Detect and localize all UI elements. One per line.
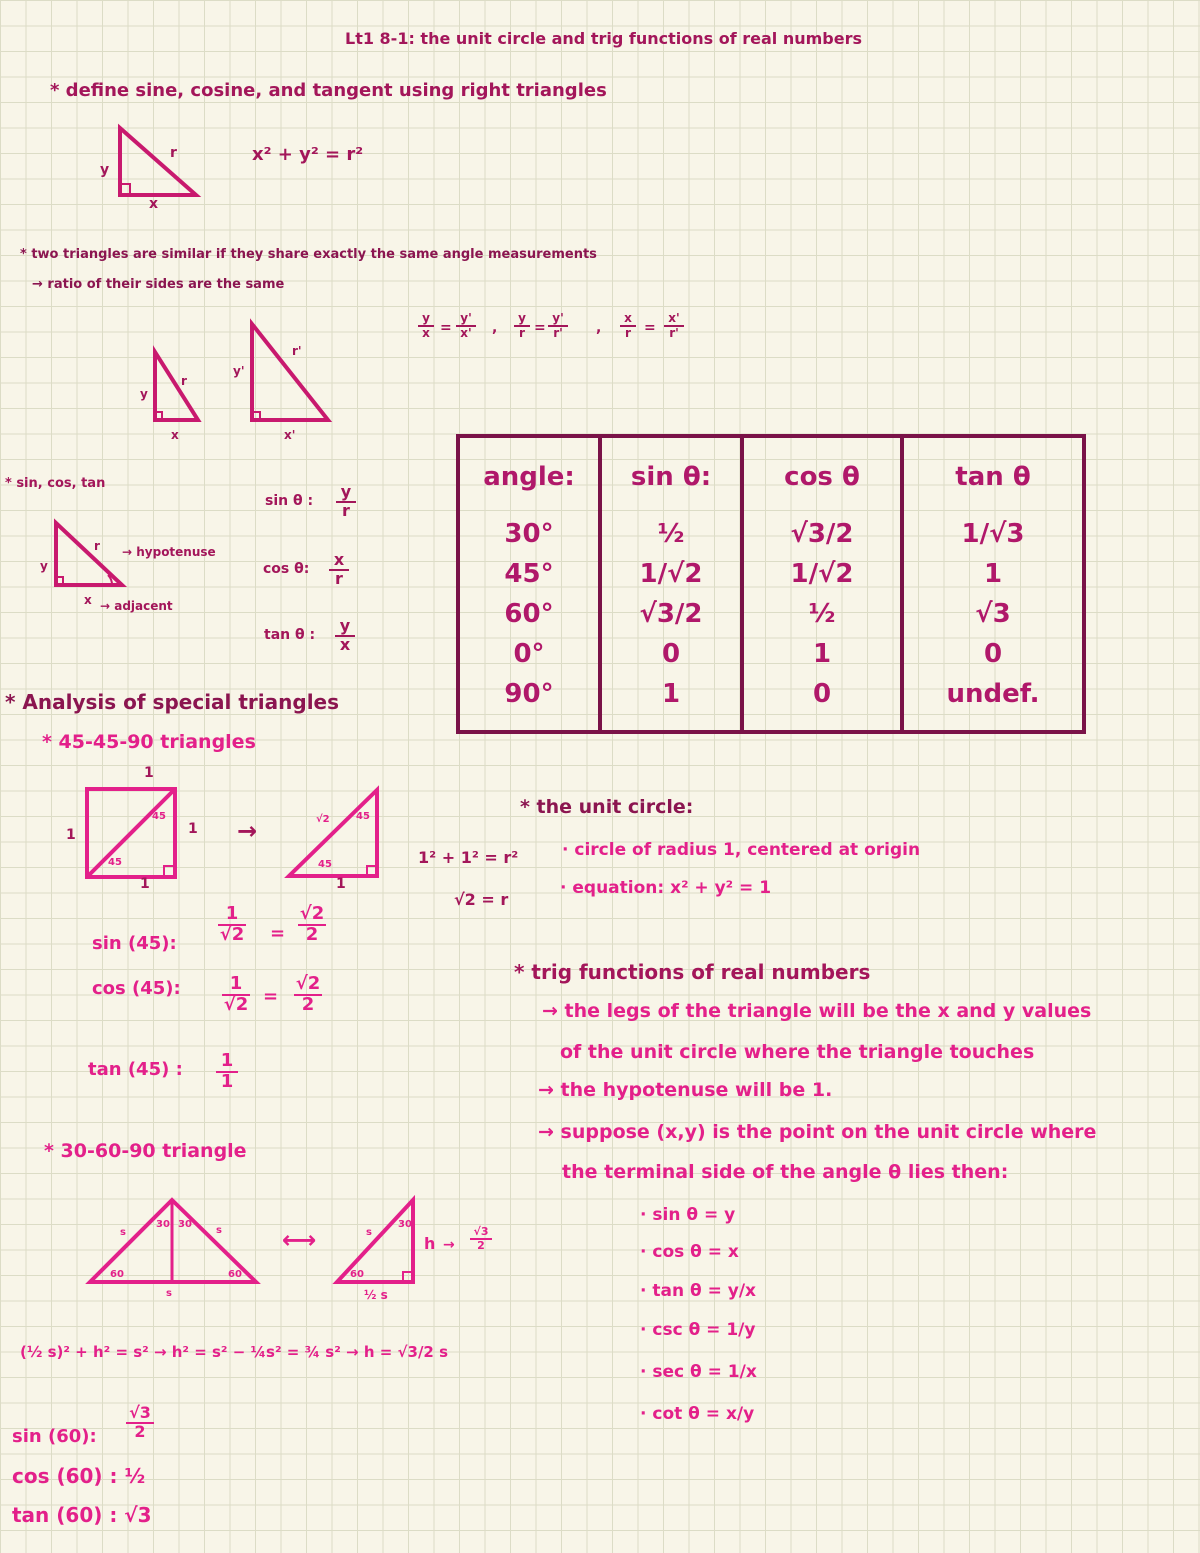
- cos-def-label: cos θ:: [263, 561, 310, 577]
- square-diagonal-diagram: [84, 786, 180, 882]
- tri3060-h-arrow: →: [443, 1237, 455, 1253]
- sq-right-1: 1: [188, 821, 198, 837]
- sct-r: r: [94, 539, 100, 553]
- table-cell: 0°: [513, 639, 545, 669]
- sct-triangle-diagram: [50, 518, 130, 593]
- tri45-angle-a: 45: [356, 811, 370, 822]
- sct-x: x: [84, 593, 92, 607]
- ratio-eq-2: =: [534, 320, 546, 336]
- table-cell: 1/√3: [961, 519, 1025, 549]
- table-cell: 60°: [504, 599, 554, 629]
- sct-heading: * sin, cos, tan: [5, 476, 106, 491]
- similar-triangles-diagram: [150, 320, 340, 430]
- fn-tan: · tan θ = y/x: [640, 1281, 757, 1301]
- unit-circle-b2: · equation: x² + y² = 1: [560, 878, 772, 898]
- sct-hyp-label: → hypotenuse: [122, 545, 216, 559]
- tan-def-label: tan θ :: [264, 627, 316, 643]
- similar-subtext: → ratio of their sides are the same: [32, 277, 285, 292]
- trig-real-l2: of the unit circle where the triangle touches: [560, 1041, 1035, 1063]
- table-col-angle: [458, 506, 600, 732]
- eq-tri-30b: 30: [178, 1219, 192, 1230]
- tri1-y: y: [100, 162, 110, 178]
- sq-eq-2: √2 = r: [454, 890, 509, 909]
- ratio-3a: x r: [620, 312, 636, 339]
- define-heading: * define sine, cosine, and tangent using right triangles: [50, 80, 607, 101]
- cos45-frac2: √2 2: [295, 973, 321, 1015]
- tan45-frac: 1 1: [216, 1052, 238, 1092]
- tri45-side: 1: [336, 876, 346, 892]
- cos45-eq: =: [263, 986, 279, 1007]
- fn-sec: · sec θ = 1/x: [640, 1362, 757, 1382]
- pythag-eq: x² + y² = r²: [252, 144, 364, 165]
- triangle-30-60-90-diagram: [333, 1196, 423, 1288]
- table-cell: 1/√2: [639, 559, 703, 589]
- table-cell: 0: [812, 679, 832, 709]
- tri1-r: r: [170, 145, 177, 161]
- tri45-hyp: √2: [316, 814, 330, 825]
- eq-tri-s-left: s: [120, 1227, 126, 1238]
- trig-real-l5: the terminal side of the angle θ lies then:: [562, 1161, 1009, 1183]
- sin-def-frac: y r: [336, 484, 356, 520]
- t30-heading: * 30-60-90 triangle: [44, 1140, 247, 1162]
- ratio-eq-3: =: [644, 320, 656, 336]
- trig-real-heading: * trig functions of real numbers: [514, 960, 871, 984]
- sq-eq-1: 1² + 1² = r²: [418, 848, 519, 867]
- special-heading: * Analysis of special triangles: [5, 690, 340, 714]
- table-cell: 1: [983, 559, 1003, 589]
- table-cell: 1: [661, 679, 681, 709]
- sim-big-y: y': [233, 364, 245, 378]
- table-cell: 90°: [504, 679, 554, 709]
- table-cell: undef.: [946, 679, 1040, 709]
- tan-def-frac: y x: [335, 618, 355, 654]
- table-cell: 30°: [504, 519, 554, 549]
- table-col-sin: [600, 506, 742, 732]
- table-cell: √3: [975, 599, 1011, 629]
- sq-arrow: →: [237, 817, 258, 845]
- trig-real-l4: → suppose (x,y) is the point on the unit circle where: [538, 1121, 1097, 1143]
- sin45-label: sin (45):: [92, 933, 177, 954]
- cos45-label: cos (45):: [92, 978, 181, 999]
- ratio-3b: x' r': [664, 312, 684, 339]
- triangle-45-diagram: [283, 786, 383, 882]
- tan45-label: tan (45) :: [88, 1059, 183, 1080]
- sq-bottom-1: 1: [140, 876, 150, 892]
- table-cell: ½: [808, 599, 836, 629]
- tri1-x: x: [149, 196, 159, 212]
- tri3060-30: 30: [398, 1219, 412, 1230]
- table-cell: 1: [812, 639, 832, 669]
- sin-def-label: sin θ :: [265, 493, 314, 509]
- table-header-cos: cos θ: [742, 436, 902, 506]
- tri3060-half: ½ s: [364, 1288, 388, 1302]
- ratio-sep-1: ,: [492, 320, 498, 336]
- cos45-frac1: 1 √2: [223, 973, 249, 1015]
- sin45-frac1: 1 √2: [219, 903, 245, 945]
- tri3060-60: 60: [350, 1269, 364, 1280]
- t30-arrow: ⟷: [282, 1226, 317, 1254]
- tan60-line: tan (60) : √3: [12, 1503, 152, 1527]
- sin45-eq: =: [270, 923, 286, 944]
- sin45-frac2: √2 2: [299, 903, 325, 945]
- table-cell: 0: [661, 639, 681, 669]
- table-cell: 45°: [504, 559, 554, 589]
- sct-y: y: [40, 559, 48, 573]
- cos-def-frac: x r: [329, 552, 349, 588]
- eq-tri-60b: 60: [228, 1269, 242, 1280]
- trig-values-table: [456, 434, 1086, 734]
- tri3060-h-value: √3 2: [470, 1226, 492, 1251]
- h-derivation: (½ s)² + h² = s² → h² = s² − ¼s² = ¾ s² → h = √3/2 s: [20, 1343, 449, 1361]
- fn-cot: · cot θ = x/y: [640, 1404, 755, 1424]
- sin60-label: sin (60):: [12, 1426, 97, 1447]
- eq-tri-s-bottom: s: [166, 1288, 172, 1299]
- table-col-tan: [902, 506, 1084, 732]
- sim-big-r: r': [292, 344, 302, 358]
- sq-left-1: 1: [66, 827, 76, 843]
- cos60-line: cos (60) : ½: [12, 1464, 146, 1488]
- fn-sin: · sin θ = y: [640, 1205, 736, 1225]
- sq-angle-45b: 45: [108, 857, 122, 868]
- sim-small-r: r: [181, 374, 187, 388]
- t45-heading: * 45-45-90 triangles: [42, 731, 256, 753]
- ratio-1b: y' x': [456, 312, 476, 339]
- page-title: Lt1 8-1: the unit circle and trig functions of real numbers: [345, 29, 862, 48]
- sq-top-1: 1: [144, 765, 154, 781]
- table-cell: √3/2: [639, 599, 703, 629]
- fn-csc: · csc θ = 1/y: [640, 1320, 756, 1340]
- sct-adj-label: → adjacent: [100, 599, 173, 613]
- eq-tri-30a: 30: [156, 1219, 170, 1230]
- ratio-sep-2: ,: [596, 320, 602, 336]
- eq-tri-60a: 60: [110, 1269, 124, 1280]
- trig-real-l1: → the legs of the triangle will be the x and y values: [542, 1000, 1092, 1022]
- sim-small-y: y: [140, 387, 148, 401]
- ratio-eq-1: =: [440, 320, 452, 336]
- eq-tri-s-right: s: [216, 1225, 222, 1236]
- unit-circle-b1: · circle of radius 1, centered at origin: [562, 840, 921, 860]
- unit-circle-heading: * the unit circle:: [520, 796, 694, 818]
- table-header-angle: angle:: [483, 462, 575, 492]
- tri3060-h: h: [424, 1234, 436, 1253]
- tri45-angle-b: 45: [318, 859, 332, 870]
- table-col-cos: [742, 506, 902, 732]
- right-triangle-diagram: [110, 120, 210, 210]
- similar-heading: * two triangles are similar if they share exactly the same angle measurements: [20, 247, 597, 262]
- sq-angle-45a: 45: [152, 811, 166, 822]
- sin60-frac: √3 2: [126, 1405, 154, 1441]
- table-header-tan: tan θ: [902, 436, 1084, 506]
- ratio-2b: y' r': [548, 312, 568, 339]
- ratio-1a: y x: [418, 312, 434, 339]
- sim-big-x: x': [284, 428, 296, 442]
- table-cell: 0: [983, 639, 1003, 669]
- sim-small-x: x: [171, 428, 179, 442]
- table-header-sin: sin θ:: [600, 436, 742, 506]
- trig-real-l3: → the hypotenuse will be 1.: [538, 1079, 833, 1101]
- table-cell: ½: [657, 519, 685, 549]
- ratio-2a: y r: [514, 312, 530, 339]
- table-cell: 1/√2: [790, 559, 854, 589]
- fn-cos: · cos θ = x: [640, 1242, 739, 1262]
- table-cell: √3/2: [790, 519, 854, 549]
- tri3060-s: s: [366, 1227, 372, 1238]
